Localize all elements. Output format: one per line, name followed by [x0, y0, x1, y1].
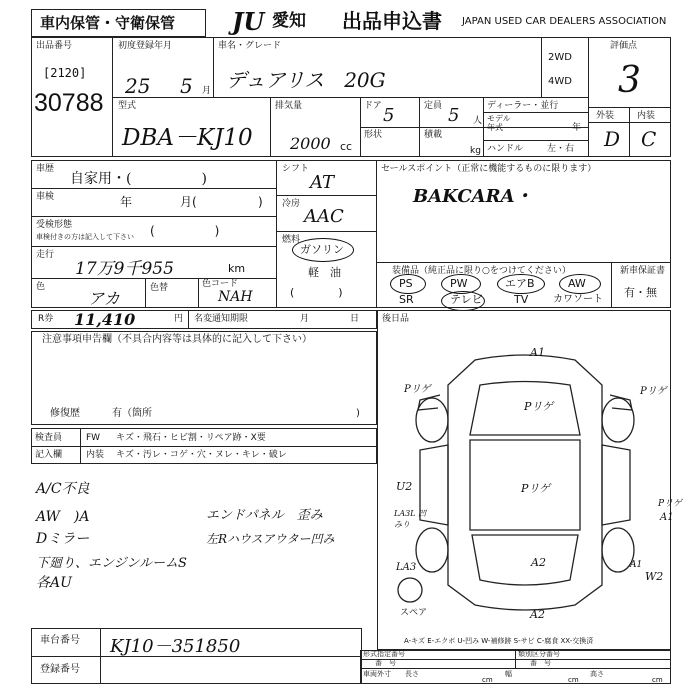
repair-value: 有（箇所: [112, 408, 152, 419]
form-title: 出品申込書: [342, 9, 442, 33]
remark-4: 下廻り、エンジンルームS: [36, 556, 187, 571]
receipt-value: ( ): [150, 224, 220, 238]
fuel-label: 燃料: [282, 235, 301, 245]
chassis-value: KJ10－351850: [110, 636, 241, 657]
notes-label: 注意事項申告欄（不具合内容等は具体的に記入して下さい）: [42, 334, 312, 345]
equip-aw: AW: [568, 277, 586, 290]
grade-value: 3: [618, 60, 641, 101]
fuel-value: ガソリン: [300, 243, 344, 256]
grade-label: 評価点: [610, 41, 638, 51]
inspection-month: 月(: [180, 195, 197, 209]
equipment-label: 装備品（純正品に限り○をつけてください）: [392, 266, 571, 276]
inspector-label2: 記入欄: [35, 450, 63, 460]
inspection-close: ): [258, 195, 263, 209]
fuel-paren: ( ): [290, 286, 343, 299]
r-ticket-unit: 円: [174, 314, 184, 324]
sales-point-value: BAKCARA・: [413, 186, 533, 207]
warranty-value: 有・無: [624, 286, 657, 299]
storage-note-box: [31, 9, 206, 37]
mark-pc-left: Pリゲ: [404, 384, 431, 395]
remark-5: 各AU: [36, 575, 72, 591]
circle-tv: [441, 291, 485, 311]
grade-ext-label: 外装: [596, 111, 615, 121]
circle-aw: [559, 274, 601, 294]
model-label: 型式: [118, 101, 137, 111]
first-reg-month-unit: 月: [202, 86, 212, 96]
mark-pc-right: Pリゲ: [640, 386, 667, 397]
model-value: DBA－KJ10: [122, 125, 253, 151]
notes-box: [31, 331, 377, 425]
aircon-value: AAC: [304, 206, 344, 227]
inspector-label1: 検査員: [35, 433, 63, 443]
remark-1: A/C不良: [36, 481, 90, 497]
grade-int-value: C: [641, 127, 657, 151]
inspector-row2: キズ・汚レ・コゲ・穴・ヌレ・キレ・破レ: [116, 450, 287, 460]
mark-la3l: LA3L 凹みり: [394, 509, 427, 529]
aircon-label: 冷房: [282, 199, 301, 209]
color-change-label: 色替: [150, 283, 169, 293]
drive-2wd: 2WD: [548, 52, 572, 63]
spec-r1b: 類別区分番号: [518, 650, 560, 658]
reg-no-label: 登録番号: [40, 664, 80, 675]
name-change-month: 月: [300, 314, 310, 324]
receipt-label: 受検形態: [36, 220, 73, 230]
spec-r3c: 幅: [505, 670, 512, 678]
mark-la3: LA3: [396, 562, 417, 573]
displacement-label: 排気量: [275, 101, 303, 111]
lot-label: 出品番号: [36, 41, 73, 51]
handle-options: 左・右: [547, 144, 575, 154]
remark-2: AW )A: [36, 509, 90, 525]
sales-point-label: セールスポイント（正常に機能するものに限ります）: [381, 164, 597, 174]
ju-logo: JU: [232, 7, 265, 36]
mark-pc-roof: Pリゲ: [521, 482, 551, 495]
mark-a2-bottom: A2: [530, 608, 545, 621]
inspector-row1: キズ・飛石・ヒビ割・リペア跡・X要: [116, 433, 266, 443]
inspector-row2-prefix: 内装: [86, 450, 105, 460]
warranty-label: 新車保証書: [620, 266, 666, 276]
spec-r3d: 高さ: [590, 670, 604, 678]
equip-sr: SR: [399, 293, 414, 306]
shift-label: シフト: [282, 164, 310, 174]
capacity-unit: 人: [473, 116, 483, 126]
spec-r3b: 長さ: [405, 670, 419, 678]
remark-3: Dミラー: [36, 531, 90, 547]
mileage-label: 走行: [36, 250, 55, 260]
fuel-circle: [292, 238, 354, 262]
spare-label: スペア: [400, 608, 428, 618]
spec-r3a: 車両外寸: [363, 670, 391, 678]
spec-unit-1: cm: [482, 676, 493, 684]
repair-label: 修復歴: [50, 408, 80, 419]
mark-a1-side: A1: [660, 512, 674, 523]
load-label: 積載: [424, 130, 443, 140]
mark-u2: U2: [396, 480, 413, 493]
r-ticket-value: 11,410: [74, 310, 136, 329]
first-reg-month: 5: [180, 74, 193, 98]
shape-label: 形状: [364, 130, 383, 140]
shift-value: AT: [310, 172, 335, 193]
damage-legend: A-キズ E-エクボ U-凹み W-補修跡 S-サビ C-腐食 XX-交換済: [404, 637, 594, 645]
fuel-alt: 軽 油: [308, 266, 341, 279]
r-ticket-label: R券: [38, 314, 54, 324]
dealer-label: ディーラー・並行: [487, 101, 559, 111]
inspection-year: 年: [120, 195, 133, 209]
drive-4wd: 4WD: [548, 76, 572, 87]
spec-r2a: 番 号: [375, 659, 396, 667]
circle-airbag: [497, 274, 545, 294]
inspection-label: 車検: [36, 192, 55, 202]
lot-bracket-number: [2120]: [43, 66, 87, 80]
spec-unit-2: cm: [568, 676, 579, 684]
auction-form: 車内保管・守衛保管 JU 愛知 出品申込書 JAPAN USED CAR DEALERS ASSOCIATION 出品番号 [2120] 30788 初度登録年月 25 5 月 車名・グレード デュアリス 20G 2WD 4WD 評価点 3 外装 内装 D C 型式 DBA－KJ10 排気量 2000 cc ドア 5 定員 5 人 形状 積載 kg ディーラー・並行 モデル 年式 年 ハンドル 左・右 車歴 自家用・( ) 車検 年 月( ) 受検形態 車検付きの方は記入して下さい ( ) 走行 17万9千955 km 色 アカ 色替 色コード NAH シフト AT 冷房 AAC 燃料 ガソリン 軽 油 ( ) セールスポイント（正常に機能するものに限ります） BAKCARA・ 装備品（純正品に限り○をつけてください） PS PW エアB AW SR テレビ TV カワソート 新車保証書 有・無 R券 11,410 円 名変通知期限 月 日 注意事項申告欄（不具合内容等は具体的に記入して下さい） 修復歴 有（箇所 ) 検査員 記入欄 FW キズ・飛石・ヒビ割・リペア跡・X要 内装 キズ・汚レ・コゲ・穴・ヌレ・キレ・破レ A/C不良 AW )A Dミラー 下廻り、エンジンルームS 各AU エンドパネル 歪み 左Rハウスアウター凹み 後日品 A1 Pリゲ Pリゲ Pリゲ Pリゲ U2 Pリゲ LA3L 凹みり LA3 A2 W2 A2 A1 A1 スペア A-キズ E-エクボ U-凹み W-補修跡 S-サビ C-腐食 XX-交換済 車台番号 KJ10－351850 登録番号 形式指定番号 類別区分番号 番 号 番 号 車両外寸 長さ 幅 高さ cm cm cm: [0, 0, 700, 700]
model-year-label: モデル: [487, 114, 511, 123]
color-value: アカ: [88, 289, 120, 308]
mileage-value: 17万9千955: [75, 259, 174, 279]
color-code-value: NAH: [218, 289, 253, 305]
history-label: 車歴: [36, 164, 55, 174]
equip-pw: PW: [450, 277, 468, 290]
capacity-value: 5: [448, 105, 460, 126]
first-reg-label: 初度登録年月: [118, 41, 173, 51]
doors-value: 5: [383, 105, 395, 126]
mark-pc-center: Pリゲ: [524, 400, 554, 413]
chassis-label: 車台番号: [40, 635, 80, 646]
history-value: 自家用・( ): [70, 171, 207, 187]
lot-number: 30788: [34, 89, 104, 117]
mark-a1-front: A1: [630, 560, 643, 570]
color-label: 色: [36, 282, 46, 292]
mark-a2-rear: A2: [531, 556, 546, 569]
storage-note: 車内保管・守衛保管: [40, 14, 176, 32]
capacity-label: 定員: [424, 101, 443, 111]
equip-tv-circled: テレビ: [450, 293, 483, 306]
load-unit: kg: [470, 146, 481, 156]
inspector-row1-prefix: FW: [86, 433, 101, 443]
mark-w2: W2: [645, 570, 664, 583]
handle-label: ハンドル: [487, 144, 524, 154]
displacement-value: 2000: [290, 134, 331, 153]
spec-r2b: 番 号: [530, 659, 551, 667]
name-change-day: 日: [350, 314, 360, 324]
model-year-label2: 年式: [487, 123, 503, 132]
remark-right-1: エンドパネル 歪み: [206, 508, 323, 523]
color-code-label: 色コード: [202, 279, 239, 289]
receipt-note: 車検付きの方は記入して下さい: [36, 233, 134, 241]
mark-a1-top: A1: [530, 346, 545, 359]
mark-pc-side: Pリゲ: [658, 499, 682, 509]
backseat-label: 後日品: [382, 314, 410, 324]
mileage-unit: km: [228, 262, 246, 275]
equip-navi: カワソート: [553, 294, 603, 305]
grade-ext-value: D: [604, 127, 621, 151]
grade-int-label: 内装: [637, 111, 656, 121]
circle-ps: [390, 274, 426, 294]
model-year-unit: 年: [572, 123, 582, 133]
name-change-label: 名変通知期限: [194, 314, 249, 324]
car-name-label: 車名・グレード: [218, 41, 282, 51]
association-name: JAPAN USED CAR DEALERS ASSOCIATION: [462, 16, 667, 27]
remark-right-2: 左Rハウスアウター凹み: [206, 532, 335, 546]
org-name: 愛知: [272, 11, 306, 31]
displacement-unit: cc: [340, 140, 353, 153]
doors-label: ドア: [364, 101, 382, 111]
spec-r1a: 形式指定番号: [363, 650, 405, 658]
equip-airbag: エアB: [505, 277, 535, 290]
first-reg-year: 25: [125, 74, 151, 98]
equip-ps: PS: [399, 277, 413, 290]
equip-tv: TV: [514, 293, 529, 306]
car-name-value: デュアリス 20G: [226, 68, 386, 92]
spec-unit-3: cm: [652, 676, 663, 684]
